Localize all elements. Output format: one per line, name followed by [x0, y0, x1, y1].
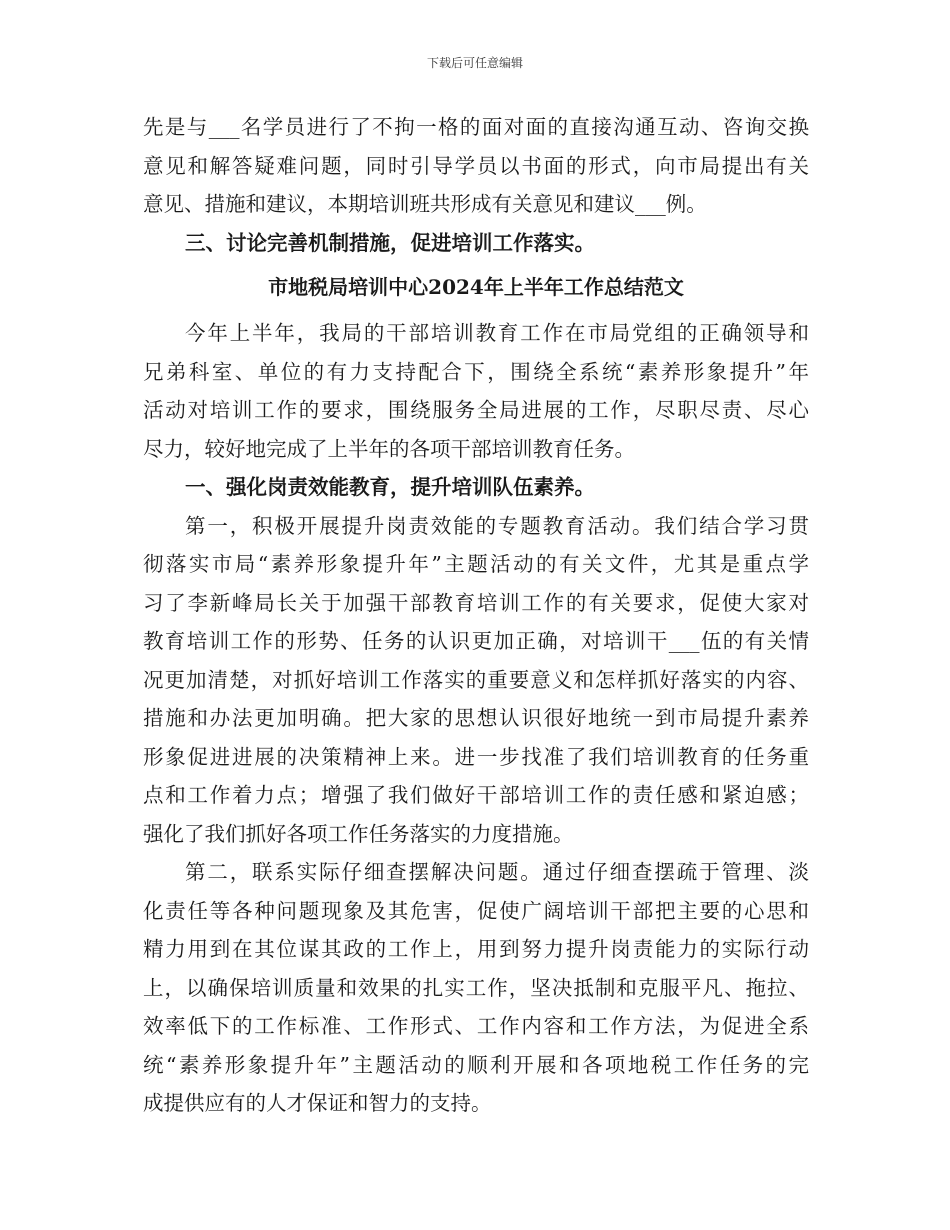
paragraph-line: 措施和办法更加明确。把大家的思想认识很好地统一到市局提升素养	[143, 706, 809, 730]
header-note: 下载后可任意编辑	[426, 56, 523, 70]
paragraph-line: 尽力，较好地完成了上半年的各项干部培训教育任务。	[143, 436, 635, 461]
paragraph-line: 教育培训工作的形势、任务的认识更加正确，对培训干___伍的有关情	[143, 629, 809, 653]
paragraph-line: 成提供应有的人才保证和智力的支持。	[143, 1091, 492, 1115]
paragraph-line: 点和工作着力点；增强了我们做好干部培训工作的责任感和紧迫感；	[143, 783, 809, 807]
paragraph-line: 第二，联系实际仔细查摆解决问题。通过仔细查摆疏于管理、淡	[185, 860, 809, 884]
paragraph-line: 意见、措施和建议，本期培训班共形成有关意见和建议___例。	[143, 192, 707, 216]
paragraph-line: 上，以确保培训质量和效果的扎实工作，坚决抵制和克服平凡、拖拉、	[143, 975, 809, 1000]
paragraph-line: 形象促进进展的决策精神上来。进一步找准了我们培训教育的任务重	[143, 744, 809, 769]
paragraph-line: 化责任等各种问题现象及其危害，促使广阔培训干部把主要的心思和	[143, 898, 809, 923]
paragraph-line: 彻落实市局“素养形象提升年”主题活动的有关文件，尤其是重点学	[143, 552, 809, 576]
paragraph-line: 兄弟科室、单位的有力支持配合下，围绕全系统“素养形象提升”年	[143, 359, 809, 384]
paragraph-line: 先是与___名学员进行了不拘一格的面对面的直接沟通互动、咨询交换	[143, 115, 809, 139]
paragraph-line: 意见和解答疑难问题，同时引导学员以书面的形式，向市局提出有关	[143, 153, 809, 178]
document-title: 市地税局培训中心2024年上半年工作总结范文	[268, 275, 684, 299]
paragraph-line: 活动对培训工作的要求，围绕服务全局进展的工作，尽职尽责、尽心	[143, 398, 809, 422]
paragraph-line: 况更加清楚，对抓好培训工作落实的重要意义和怎样抓好落实的内容、	[143, 667, 809, 692]
section-heading: 一、强化岗责效能教育，提升培训队伍素养。	[185, 475, 595, 499]
paragraph-line: 效率低下的工作标准、工作形式、工作内容和工作方法，为促进全系	[143, 1014, 809, 1038]
paragraph-line: 习了李新峰局长关于加强干部教育培训工作的有关要求，促使大家对	[143, 590, 809, 615]
section-heading: 三、讨论完善机制措施，促进培训工作落实。	[185, 230, 595, 255]
paragraph-line: 今年上半年，我局的干部培训教育工作在市局党组的正确领导和	[185, 321, 809, 345]
document-body	[143, 108, 809, 1123]
paragraph-line: 第一，积极开展提升岗责效能的专题教育活动。我们结合学习贯	[185, 513, 809, 538]
paragraph-line: 强化了我们抓好各项工作任务落实的力度措施。	[143, 821, 574, 846]
paragraph-line: 统“素养形象提升年”主题活动的顺利开展和各项地税工作任务的完	[143, 1052, 809, 1077]
paragraph-line: 精力用到在其位谋其政的工作上，用到努力提升岗责能力的实际行动	[143, 937, 809, 961]
